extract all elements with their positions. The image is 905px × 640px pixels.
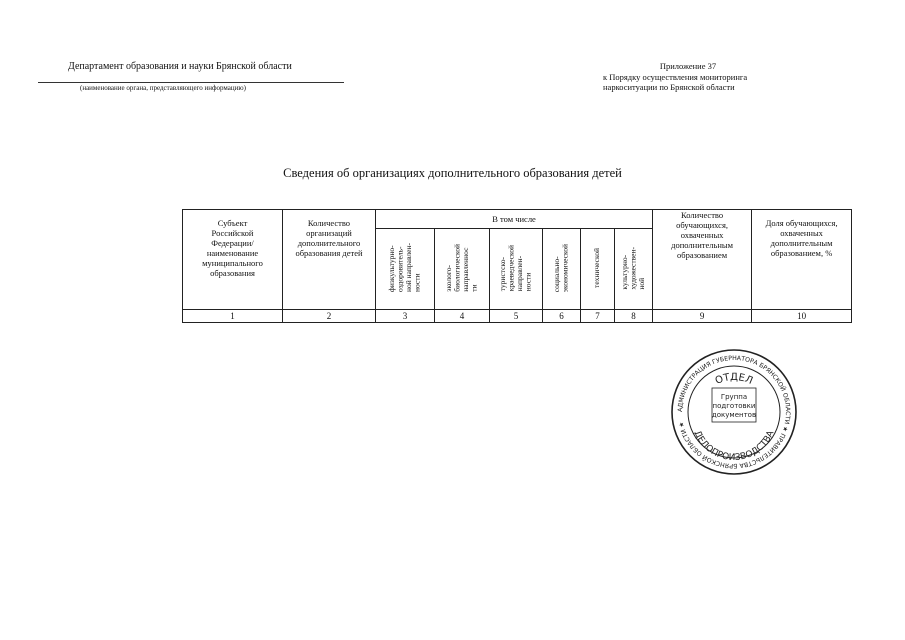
column-number: 9 (653, 310, 752, 323)
stamp-inner-line-2: подготовки (712, 402, 756, 410)
header-share (752, 210, 852, 310)
appendix-number: Приложение 37 (659, 61, 717, 71)
header-sub-physical-label: физкультурно- оздоровитель- ной направлен- ности (387, 243, 422, 293)
header-sub-cultural-label: культурно- художествен- ной (619, 246, 646, 290)
header-sub-tourist-label: туристско- краеведческой направлен- ности (498, 244, 533, 292)
column-number: 3 (376, 310, 435, 323)
header-sub-social (543, 229, 581, 310)
office-stamp (670, 348, 798, 476)
header-sub-social-label: социально- экономической (552, 243, 570, 293)
stamp-inner-line-1: Группа (720, 393, 748, 401)
header-students (653, 210, 752, 310)
header-sub-technical (581, 229, 615, 310)
document-title: Сведения об организациях дополнительного образования детей (283, 166, 622, 180)
header-sub-cultural (615, 229, 653, 310)
header-org-count-label: Количество организаций дополнительного образования детей (295, 218, 363, 258)
stamp-top-word: ОТДЕЛ (713, 371, 755, 387)
header-sub-ecological-label: эколого- биологической направленнос ти (444, 244, 479, 292)
column-number: 6 (543, 310, 581, 323)
stamp-bottom-word: ДЕЛОПРОИЗВОДСТВА (691, 429, 777, 464)
header-group: В том числе (376, 210, 653, 229)
header-subject-label: Субъект Российской Федерации/ наименование муниципального образования (202, 218, 263, 278)
column-number-row (183, 310, 852, 323)
column-number: 2 (283, 310, 376, 323)
stamp-ring-text: АДМИНИСТРАЦИЯ ГУБЕРНАТОРА БРЯНСКОЙ ОБЛАСТИ ★ ПРАВИТЕЛЬСТВА БРЯНСКОЙ ОБЛАСТИ ★ (676, 354, 792, 470)
department-name: Департамент образования и науки Брянской области (68, 61, 292, 72)
department-underline (38, 82, 344, 83)
column-number: 8 (615, 310, 653, 323)
header-sub-physical (376, 229, 435, 310)
header-sub-technical-label: технической (592, 248, 602, 288)
header-sub-tourist (490, 229, 543, 310)
column-number: 4 (435, 310, 490, 323)
column-number: 5 (490, 310, 543, 323)
department-caption: (наименование органа, представляющего информацию) (80, 84, 246, 92)
appendix-block (603, 61, 773, 93)
column-number: 1 (183, 310, 283, 323)
data-table (182, 209, 852, 323)
appendix-line-2: к Порядку осуществления мониторинга (603, 71, 748, 82)
stamp-inner-line-3: документов (711, 411, 757, 419)
header-share-label: Доля обучающихся, охваченных дополнительным образованием, % (765, 218, 838, 258)
header-students-label: Количество обучающихся, охваченных дополнительным образованием (671, 210, 733, 260)
column-number: 10 (752, 310, 852, 323)
appendix-line-3: наркоситуации по Брянской области (603, 82, 735, 92)
column-number: 7 (581, 310, 615, 323)
header-org-count (283, 210, 376, 310)
header-sub-ecological (435, 229, 490, 310)
header-subject (183, 210, 283, 310)
